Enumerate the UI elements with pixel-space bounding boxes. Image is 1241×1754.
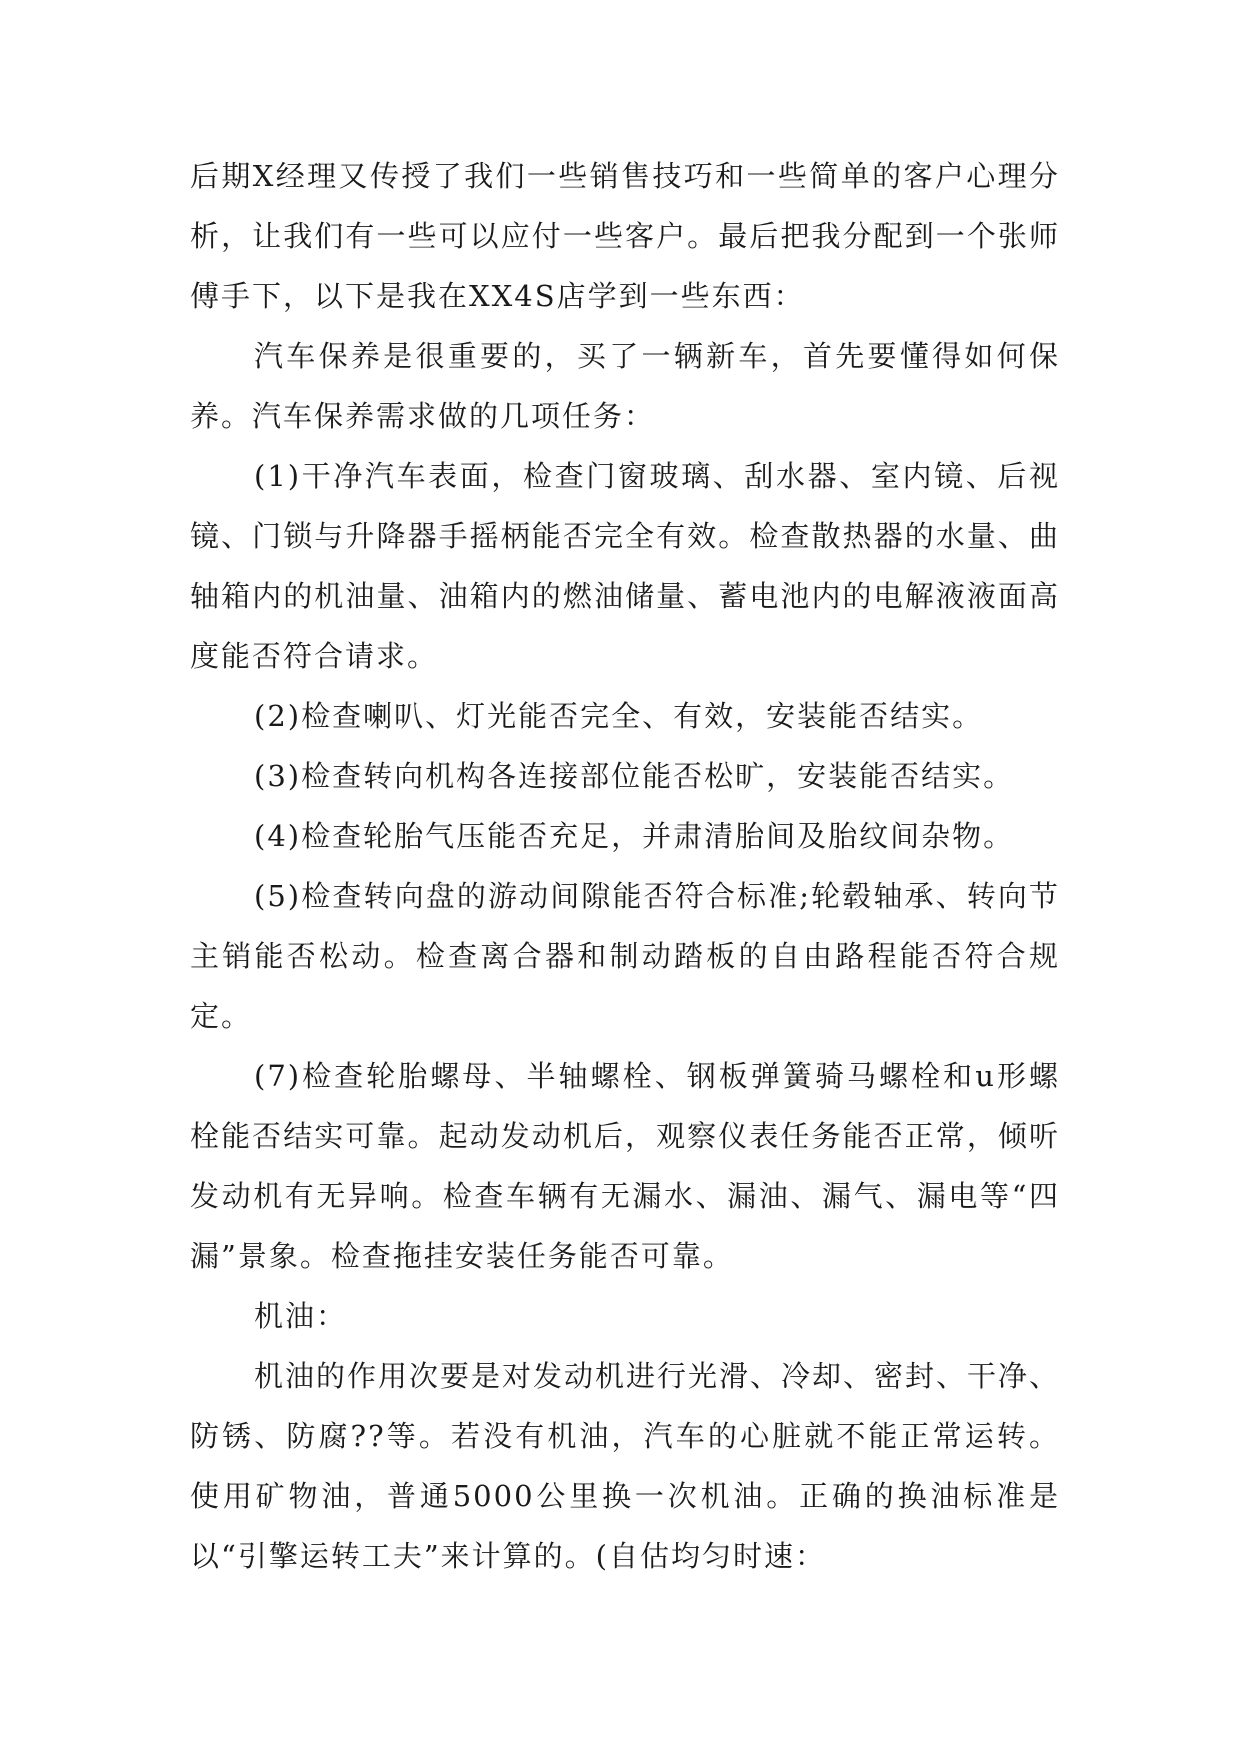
paragraph-engine-oil: 机油的作用次要是对发动机进行光滑、冷却、密封、干净、防锈、防腐??等。若没有机油，汽车的心脏就不能正常运转。使用矿物油，普通5000公里换一次机油。正确的换油标准是以“引擎运转工夫”来计算的。(自估均匀时速：	[190, 1359, 1061, 1573]
paragraph-item-5: (5)检查转向盘的游动间隙能否符合标准;轮毂轴承、转向节主销能否松动。检查离合器和制动踏板的自由路程能否符合规定。	[190, 879, 1060, 1033]
paragraph-item-3: (3)检查转向机构各连接部位能否松旷，安装能否结实。	[254, 759, 1015, 793]
paragraph-item-2: (2)检查喇叭、灯光能否完全、有效，安装能否结实。	[254, 699, 984, 733]
document-body	[190, 146, 1060, 1586]
paragraph-item-4: (4)检查轮胎气压能否充足，并肃清胎间及胎纹间杂物。	[254, 819, 1015, 853]
section-heading-engine-oil: 机油：	[254, 1299, 348, 1333]
paragraph-item-1: (1)干净汽车表面，检查门窗玻璃、刮水器、室内镜、后视镜、门锁与升降器手摇柄能否完全有效。检查散热器的水量、曲轴箱内的机油量、油箱内的燃油储量、蓄电池内的电解液液面高度能否符合请求。	[190, 459, 1060, 673]
paragraph-maintenance-importance: 汽车保养是很重要的，买了一辆新车，首先要懂得如何保养。汽车保养需求做的几项任务：	[190, 339, 1060, 433]
paragraph-intro: 后期X经理又传授了我们一些销售技巧和一些简单的客户心理分析，让我们有一些可以应付一些客户。最后把我分配到一个张师傅手下，以下是我在XX4S店学到一些东西：	[190, 159, 1060, 313]
paragraph-item-7: (7)检查轮胎螺母、半轴螺栓、钢板弹簧骑马螺栓和u形螺栓能否结实可靠。起动发动机后，观察仪表任务能否正常，倾听发动机有无异响。检查车辆有无漏水、漏油、漏气、漏电等“四漏”景象。检查拖挂安装任务能否可靠。	[190, 1059, 1060, 1273]
